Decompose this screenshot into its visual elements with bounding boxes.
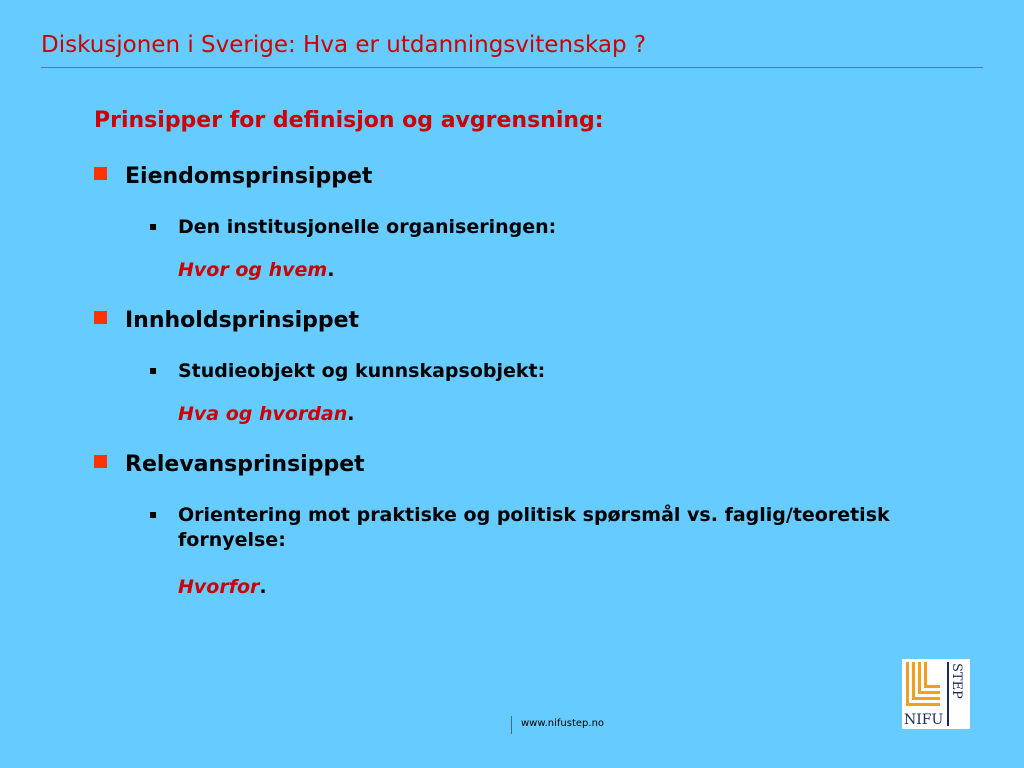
nifu-step-logo xyxy=(902,659,970,729)
principle-answer xyxy=(178,259,334,281)
small-square-bullet-icon xyxy=(150,512,156,518)
principle-heading-text: Relevansprinsippet xyxy=(125,452,365,477)
slide-subtitle: Prinsipper for definisjon og avgrensning: xyxy=(94,108,604,133)
principle-answer xyxy=(178,576,267,598)
principle-answer-suffix: . xyxy=(327,259,335,281)
principle-answer-emphasis: Hvorfor xyxy=(178,576,260,598)
footer-divider xyxy=(511,716,512,734)
principle-detail-text: Den institusjonelle organiseringen: xyxy=(178,216,557,238)
principle-heading xyxy=(94,308,359,333)
square-bullet-icon xyxy=(94,167,107,180)
slide-title: Diskusjonen i Sverige: Hva er utdanningsvitenskap ? xyxy=(41,32,647,58)
principle-answer xyxy=(178,403,355,425)
principle-detail-text: Studieobjekt og kunnskapsobjekt: xyxy=(178,360,546,382)
principle-heading-text: Eiendomsprinsippet xyxy=(125,164,373,189)
square-bullet-icon xyxy=(94,455,107,468)
principle-answer-emphasis: Hva og hvordan xyxy=(178,403,348,425)
title-divider xyxy=(41,67,983,68)
principle-answer-suffix: . xyxy=(259,576,267,598)
principle-detail xyxy=(150,215,910,240)
square-bullet-icon xyxy=(94,311,107,324)
principle-detail-text: Orientering mot praktiske og politisk spørsmål vs. faglig/teoretisk fornyelse: xyxy=(178,504,890,551)
footer-url: www.nifustep.no xyxy=(521,718,605,729)
small-square-bullet-icon xyxy=(150,368,156,374)
small-square-bullet-icon xyxy=(150,224,156,230)
principle-detail xyxy=(150,359,910,384)
logo-left-text: NIFU xyxy=(904,712,944,728)
principle-answer-emphasis: Hvor og hvem xyxy=(178,259,328,281)
logo-right-text: STEP xyxy=(949,663,964,699)
principle-heading xyxy=(94,452,365,477)
principle-detail xyxy=(150,503,910,553)
principle-heading-text: Innholdsprinsippet xyxy=(125,308,360,333)
principle-heading xyxy=(94,164,372,189)
principle-answer-suffix: . xyxy=(347,403,355,425)
